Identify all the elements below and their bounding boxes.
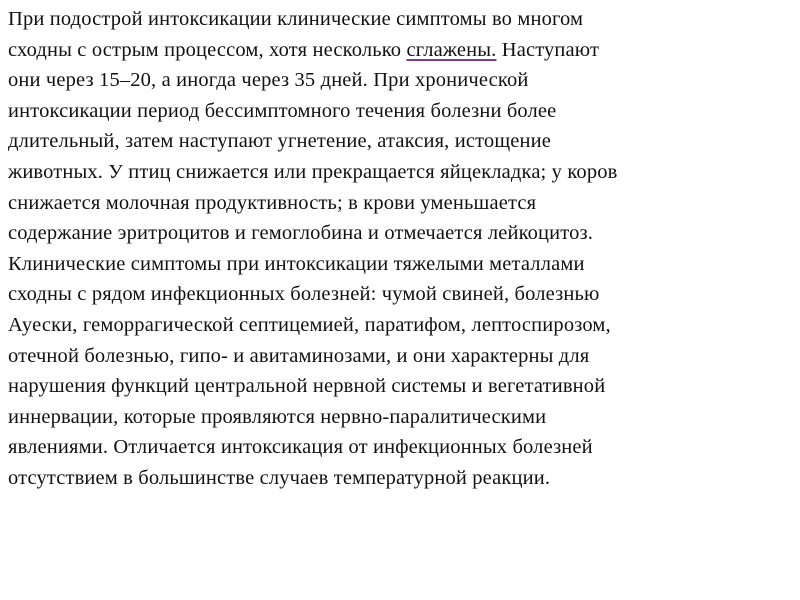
underlined-word: сглажены. (406, 38, 497, 61)
text-line: явлениями. Отличается интоксикация от инфекционных болезней (8, 436, 593, 459)
text-line: При подострой интоксикации клинические симптомы во многом (8, 8, 584, 30)
text-line: длительный, затем наступают угнетение, атаксия, истощение (8, 130, 551, 153)
body-paragraph (8, 4, 798, 494)
text-line: сходны с рядом инфекционных болезней: чумой свиней, болезнью (8, 283, 600, 306)
text-line: животных. У птиц снижается или прекращается яйцекладка; у коров (8, 160, 618, 183)
text-line: иннервации, которые проявляются нервно-паралитическими (8, 405, 547, 428)
text-segment: сходны с острым процессом, хотя несколько (8, 38, 407, 61)
text-line: отечной болезнью, гипо- и авитаминозами, и они характерны для (8, 344, 590, 367)
text-line: нарушения функций центральной нервной системы и вегетативной (8, 375, 606, 398)
text-line (8, 35, 798, 66)
text-line: содержание эритроцитов и гемоглобина и отмечается лейкоцитоз. (8, 222, 594, 245)
text-segment: Наступают (496, 38, 600, 61)
text-line: Клинические симптомы при интоксикации тяжелыми металлами (8, 252, 585, 275)
text-line: отсутствием в большинстве случаев температурной реакции. (8, 466, 551, 489)
text-line: интоксикации период бессимптомного течения болезни более (8, 99, 557, 122)
text-line: Ауески, геморрагической септицемией, паратифом, лептоспирозом, (8, 313, 611, 336)
text-line: они через 15–20, а иногда через 35 дней. При хронической (8, 69, 529, 92)
text-line: снижается молочная продуктивность; в крови уменьшается (8, 191, 537, 214)
